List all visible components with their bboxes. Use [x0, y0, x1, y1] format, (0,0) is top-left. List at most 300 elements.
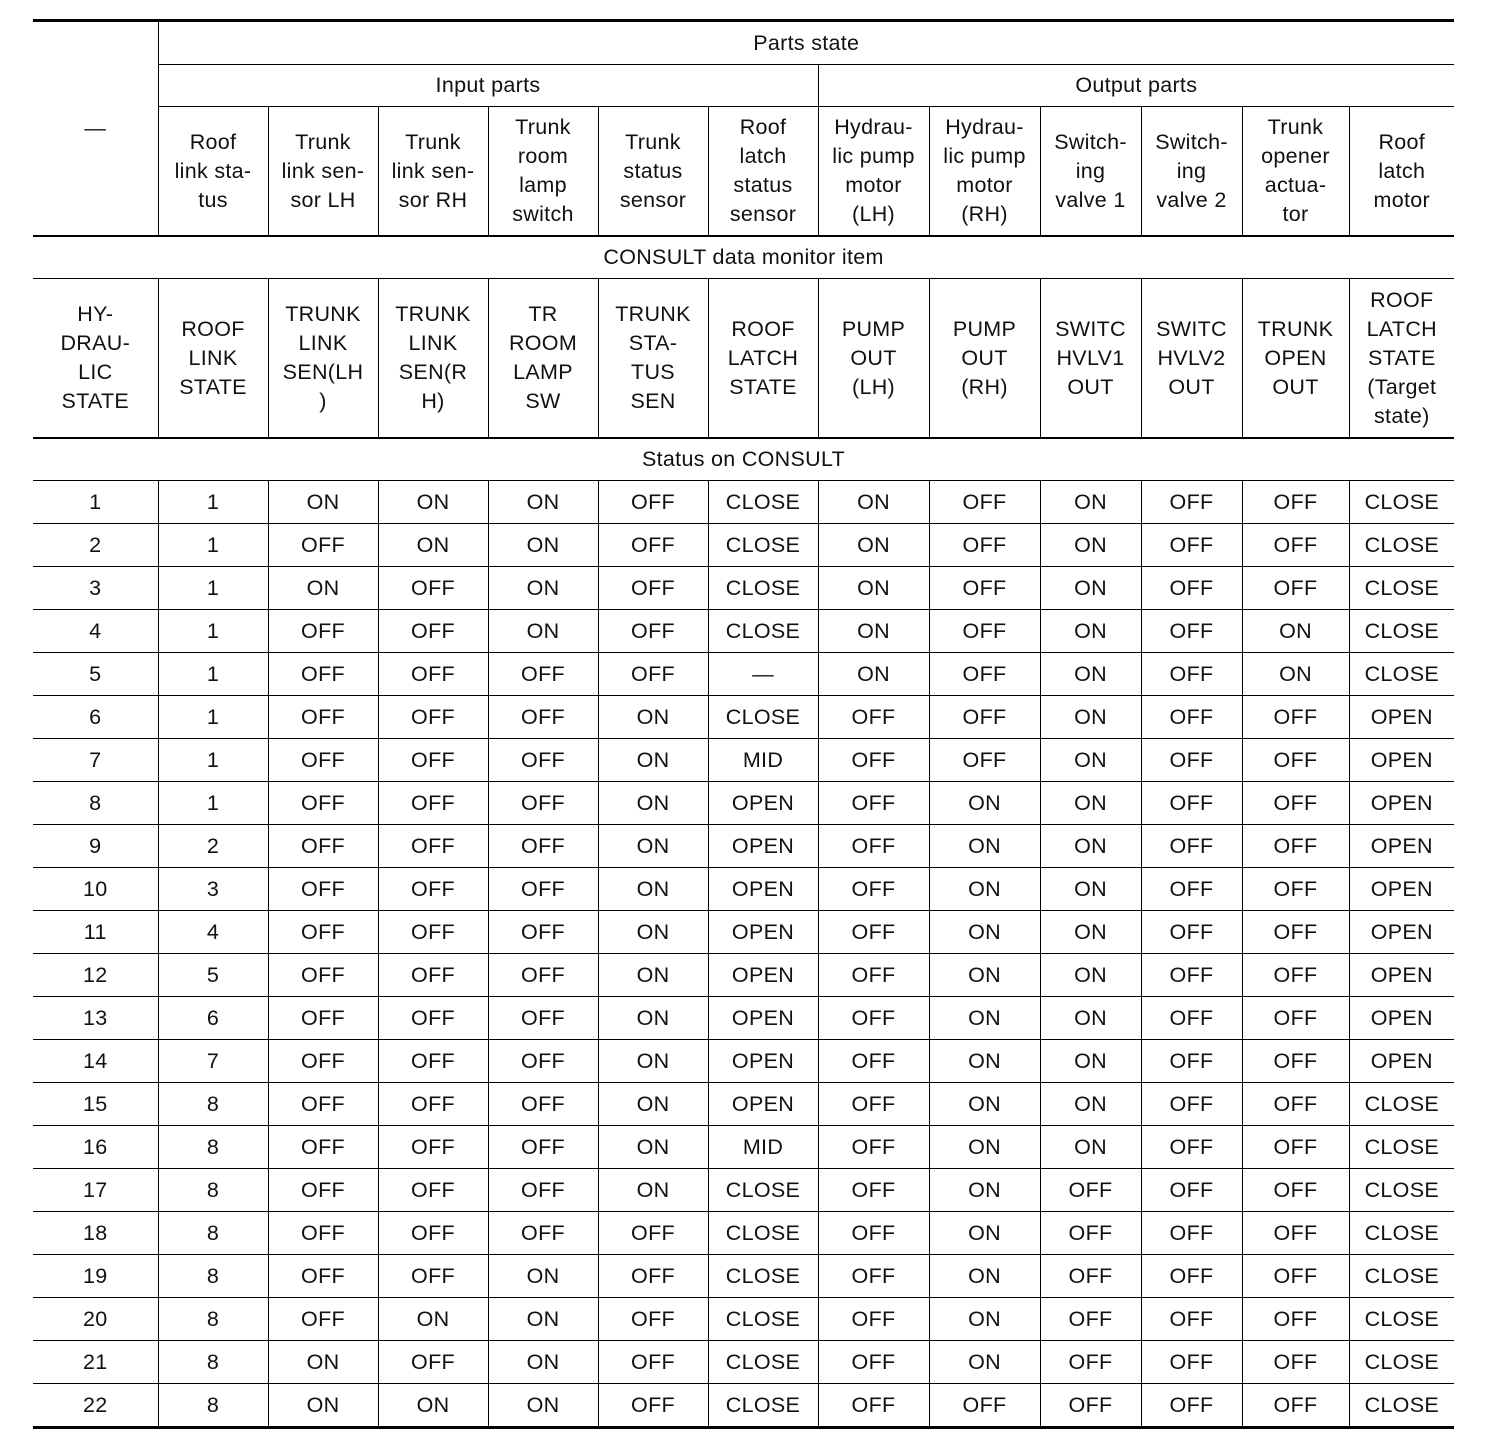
- status-cell: OFF: [488, 911, 598, 954]
- status-cell: ON: [1040, 524, 1141, 567]
- monitor-item-header-cell: ROOF LINK STATE: [158, 279, 268, 439]
- status-cell: OFF: [1141, 911, 1242, 954]
- status-cell: CLOSE: [1349, 1255, 1454, 1298]
- status-cell: 6: [158, 997, 268, 1040]
- part-header-cell: Hydrau- lic pump motor (LH): [818, 107, 929, 237]
- status-cell: CLOSE: [708, 524, 818, 567]
- status-cell: CLOSE: [1349, 1298, 1454, 1341]
- hydraulic-state-cell: 2: [33, 524, 158, 567]
- status-cell: ON: [1040, 567, 1141, 610]
- status-cell: OFF: [1141, 653, 1242, 696]
- status-cell: OFF: [1141, 1255, 1242, 1298]
- status-cell: ON: [818, 653, 929, 696]
- status-cell: CLOSE: [708, 1298, 818, 1341]
- hydraulic-state-cell: 10: [33, 868, 158, 911]
- status-cell: OFF: [1141, 1040, 1242, 1083]
- status-cell: CLOSE: [708, 1384, 818, 1428]
- status-cell: OFF: [598, 524, 708, 567]
- status-cell: 8: [158, 1384, 268, 1428]
- status-cell: ON: [929, 782, 1040, 825]
- header-row-parts: [33, 107, 1454, 237]
- status-cell: OFF: [268, 739, 378, 782]
- part-header-cell: Trunk opener actua- tor: [1242, 107, 1349, 237]
- table-row: [33, 1255, 1454, 1298]
- table-row: [33, 868, 1454, 911]
- status-cell: CLOSE: [708, 610, 818, 653]
- status-cell: OPEN: [708, 1083, 818, 1126]
- status-cell: OFF: [1242, 1384, 1349, 1428]
- status-cell: OFF: [268, 1040, 378, 1083]
- table-row: [33, 524, 1454, 567]
- status-cell: OPEN: [1349, 868, 1454, 911]
- status-cell: ON: [598, 1169, 708, 1212]
- status-cell: OFF: [1242, 481, 1349, 524]
- status-cell: ON: [488, 1341, 598, 1384]
- status-cell: CLOSE: [1349, 1169, 1454, 1212]
- status-cell: ON: [488, 610, 598, 653]
- monitor-item-header-cell: SWITC HVLV2 OUT: [1141, 279, 1242, 439]
- table-row: [33, 1083, 1454, 1126]
- status-cell: OFF: [378, 567, 488, 610]
- monitor-item-header-cell: TRUNK STA- TUS SEN: [598, 279, 708, 439]
- status-cell: ON: [1040, 1040, 1141, 1083]
- status-cell: OPEN: [1349, 997, 1454, 1040]
- status-cell: OFF: [1040, 1298, 1141, 1341]
- status-cell: ON: [1040, 782, 1141, 825]
- status-cell: ON: [268, 1384, 378, 1428]
- table-row: [33, 653, 1454, 696]
- status-cell: OPEN: [708, 1040, 818, 1083]
- status-cell: ON: [929, 1255, 1040, 1298]
- status-cell: ON: [378, 1384, 488, 1428]
- status-cell: ON: [818, 610, 929, 653]
- status-cell: 1: [158, 524, 268, 567]
- status-cell: ON: [929, 1298, 1040, 1341]
- status-cell: OFF: [818, 1298, 929, 1341]
- status-cell: ON: [378, 1298, 488, 1341]
- corner-cell: —: [33, 21, 158, 237]
- table-row: [33, 1126, 1454, 1169]
- status-cell: CLOSE: [708, 696, 818, 739]
- status-cell: ON: [1242, 653, 1349, 696]
- status-cell: OFF: [818, 1384, 929, 1428]
- status-cell: 3: [158, 868, 268, 911]
- status-cell: OFF: [929, 696, 1040, 739]
- status-cell: OFF: [1141, 1169, 1242, 1212]
- status-cell: OFF: [929, 739, 1040, 782]
- status-cell: ON: [488, 524, 598, 567]
- hydraulic-state-cell: 3: [33, 567, 158, 610]
- table-row: [33, 954, 1454, 997]
- status-cell: OPEN: [708, 782, 818, 825]
- monitor-item-header-cell: TRUNK OPEN OUT: [1242, 279, 1349, 439]
- hydraulic-state-cell: 13: [33, 997, 158, 1040]
- status-cell: OFF: [268, 524, 378, 567]
- status-cell: ON: [378, 481, 488, 524]
- status-cell: OFF: [488, 997, 598, 1040]
- table-row: [33, 1298, 1454, 1341]
- status-cell: MID: [708, 1126, 818, 1169]
- status-cell: OFF: [1242, 911, 1349, 954]
- table-row: [33, 1384, 1454, 1428]
- status-cell: ON: [1040, 954, 1141, 997]
- status-cell: OFF: [1040, 1384, 1141, 1428]
- table-row: [33, 1212, 1454, 1255]
- status-cell: OPEN: [1349, 911, 1454, 954]
- status-cell: CLOSE: [1349, 610, 1454, 653]
- status-cell: ON: [378, 524, 488, 567]
- table-row: [33, 997, 1454, 1040]
- hydraulic-state-cell: 6: [33, 696, 158, 739]
- table-row: [33, 696, 1454, 739]
- status-cell: CLOSE: [1349, 1083, 1454, 1126]
- status-cell: OFF: [598, 1212, 708, 1255]
- status-cell: OPEN: [1349, 825, 1454, 868]
- status-cell: ON: [268, 1341, 378, 1384]
- status-cell: OFF: [268, 911, 378, 954]
- status-cell: ON: [929, 997, 1040, 1040]
- status-cell: ON: [818, 567, 929, 610]
- status-cell: OFF: [1141, 825, 1242, 868]
- status-cell: OFF: [378, 825, 488, 868]
- status-cell: OFF: [268, 868, 378, 911]
- status-cell: CLOSE: [1349, 524, 1454, 567]
- hydraulic-state-cell: 7: [33, 739, 158, 782]
- status-cell: OFF: [378, 653, 488, 696]
- status-cell: ON: [818, 524, 929, 567]
- status-cell: OFF: [818, 1169, 929, 1212]
- status-cell: 1: [158, 610, 268, 653]
- monitor-item-header-cell: ROOF LATCH STATE: [708, 279, 818, 439]
- status-cell: 1: [158, 653, 268, 696]
- status-cell: OFF: [929, 481, 1040, 524]
- status-cell: OFF: [929, 524, 1040, 567]
- table-row: [33, 1040, 1454, 1083]
- status-cell: 5: [158, 954, 268, 997]
- status-cell: OFF: [929, 653, 1040, 696]
- status-cell: OPEN: [708, 868, 818, 911]
- status-cell: OFF: [818, 696, 929, 739]
- table-row: [33, 739, 1454, 782]
- status-cell: OFF: [268, 997, 378, 1040]
- consult-monitor-heading: CONSULT data monitor item: [33, 236, 1454, 279]
- status-cell: OFF: [378, 610, 488, 653]
- status-cell: OFF: [378, 782, 488, 825]
- status-cell: OFF: [1242, 1298, 1349, 1341]
- status-cell: 1: [158, 739, 268, 782]
- status-cell: 8: [158, 1212, 268, 1255]
- status-cell: OFF: [268, 1255, 378, 1298]
- status-cell: 8: [158, 1255, 268, 1298]
- status-cell: OFF: [378, 696, 488, 739]
- status-cell: CLOSE: [708, 481, 818, 524]
- status-cell: CLOSE: [1349, 1341, 1454, 1384]
- status-cell: OFF: [1242, 782, 1349, 825]
- status-cell: OFF: [818, 739, 929, 782]
- part-header-cell: Switch- ing valve 2: [1141, 107, 1242, 237]
- status-cell: ON: [598, 739, 708, 782]
- status-cell: OPEN: [1349, 696, 1454, 739]
- status-cell: OFF: [1141, 524, 1242, 567]
- status-cell: ON: [929, 1040, 1040, 1083]
- hydraulic-state-cell: 20: [33, 1298, 158, 1341]
- status-cell: ON: [1040, 696, 1141, 739]
- status-cell: OFF: [818, 1341, 929, 1384]
- status-cell: OFF: [1040, 1169, 1141, 1212]
- header-row-consult-monitor: [33, 236, 1454, 279]
- status-cell: OFF: [818, 825, 929, 868]
- status-cell: OFF: [1141, 1298, 1242, 1341]
- status-cell: OFF: [488, 782, 598, 825]
- status-cell: OFF: [929, 567, 1040, 610]
- status-cell: CLOSE: [708, 1341, 818, 1384]
- status-cell: OFF: [268, 954, 378, 997]
- table-row: [33, 1169, 1454, 1212]
- status-cell: —: [708, 653, 818, 696]
- status-cell: ON: [1040, 739, 1141, 782]
- hydraulic-state-cell: 17: [33, 1169, 158, 1212]
- status-cell: OFF: [598, 1341, 708, 1384]
- status-cell: OFF: [378, 868, 488, 911]
- status-cell: OFF: [378, 1169, 488, 1212]
- status-cell: OFF: [818, 1212, 929, 1255]
- part-header-cell: Hydrau- lic pump motor (RH): [929, 107, 1040, 237]
- status-cell: OFF: [1141, 997, 1242, 1040]
- status-cell: ON: [598, 696, 708, 739]
- status-cell: OFF: [1141, 696, 1242, 739]
- status-cell: ON: [929, 868, 1040, 911]
- status-cell: OFF: [1242, 1212, 1349, 1255]
- status-cell: CLOSE: [1349, 1212, 1454, 1255]
- status-cell: OFF: [268, 653, 378, 696]
- part-header-cell: Trunk room lamp switch: [488, 107, 598, 237]
- table-row: [33, 610, 1454, 653]
- status-cell: OFF: [1242, 1169, 1349, 1212]
- status-cell: OFF: [1141, 1126, 1242, 1169]
- hydraulic-state-cell: 4: [33, 610, 158, 653]
- status-cell: OFF: [488, 653, 598, 696]
- status-cell: MID: [708, 739, 818, 782]
- hydraulic-state-table: [33, 19, 1454, 1429]
- status-cell: ON: [598, 1083, 708, 1126]
- part-header-cell: Trunk status sensor: [598, 107, 708, 237]
- status-cell: OFF: [598, 653, 708, 696]
- status-cell: OFF: [598, 481, 708, 524]
- status-cell: OFF: [1141, 782, 1242, 825]
- status-cell: ON: [1040, 481, 1141, 524]
- status-cell: OFF: [1141, 1384, 1242, 1428]
- status-cell: OFF: [1242, 1255, 1349, 1298]
- status-cell: ON: [1040, 825, 1141, 868]
- status-cell: ON: [488, 1255, 598, 1298]
- status-cell: OFF: [1141, 1083, 1242, 1126]
- status-cell: OFF: [488, 954, 598, 997]
- status-cell: CLOSE: [1349, 653, 1454, 696]
- status-cell: OFF: [818, 1083, 929, 1126]
- status-cell: CLOSE: [708, 567, 818, 610]
- status-cell: OFF: [268, 1169, 378, 1212]
- status-cell: OFF: [1242, 524, 1349, 567]
- header-row-parts-state: [33, 21, 1454, 65]
- status-cell: OFF: [1141, 567, 1242, 610]
- status-cell: CLOSE: [708, 1212, 818, 1255]
- status-cell: 1: [158, 481, 268, 524]
- status-cell: ON: [929, 954, 1040, 997]
- hydraulic-state-cell: 11: [33, 911, 158, 954]
- hydraulic-state-cell: 5: [33, 653, 158, 696]
- status-cell: ON: [488, 1384, 598, 1428]
- status-cell: ON: [598, 868, 708, 911]
- status-cell: OFF: [1040, 1212, 1141, 1255]
- hydraulic-state-cell: 18: [33, 1212, 158, 1255]
- hydraulic-state-cell: 9: [33, 825, 158, 868]
- header-row-status: [33, 438, 1454, 481]
- status-cell: OFF: [929, 610, 1040, 653]
- status-cell: OFF: [1040, 1341, 1141, 1384]
- hydraulic-state-cell: 15: [33, 1083, 158, 1126]
- status-cell: OFF: [488, 868, 598, 911]
- status-cell: ON: [488, 1298, 598, 1341]
- status-cell: CLOSE: [708, 1169, 818, 1212]
- status-cell: ON: [929, 825, 1040, 868]
- output-parts-heading: Output parts: [818, 65, 1454, 107]
- status-cell: OFF: [1141, 481, 1242, 524]
- status-cell: OFF: [598, 610, 708, 653]
- status-cell: OFF: [378, 954, 488, 997]
- status-cell: OFF: [1242, 696, 1349, 739]
- status-cell: OFF: [818, 782, 929, 825]
- status-cell: OFF: [268, 1083, 378, 1126]
- status-cell: ON: [929, 1126, 1040, 1169]
- status-cell: OFF: [818, 911, 929, 954]
- status-cell: ON: [1040, 610, 1141, 653]
- status-cell: 1: [158, 782, 268, 825]
- status-cell: OPEN: [1349, 954, 1454, 997]
- hydraulic-state-cell: 22: [33, 1384, 158, 1428]
- status-cell: OFF: [488, 825, 598, 868]
- status-cell: OFF: [378, 997, 488, 1040]
- part-header-cell: Trunk link sen- sor LH: [268, 107, 378, 237]
- hydraulic-state-cell: 16: [33, 1126, 158, 1169]
- monitor-item-header-cell: TRUNK LINK SEN(LH ): [268, 279, 378, 439]
- status-cell: OPEN: [708, 954, 818, 997]
- hydraulic-state-cell: 19: [33, 1255, 158, 1298]
- status-cell: 2: [158, 825, 268, 868]
- status-cell: ON: [929, 1083, 1040, 1126]
- status-cell: OFF: [268, 1298, 378, 1341]
- status-cell: ON: [929, 911, 1040, 954]
- hydraulic-state-cell: 8: [33, 782, 158, 825]
- status-cell: OFF: [598, 567, 708, 610]
- status-cell: OFF: [598, 1384, 708, 1428]
- status-cell: CLOSE: [708, 1255, 818, 1298]
- status-cell: OPEN: [1349, 1040, 1454, 1083]
- status-cell: ON: [598, 911, 708, 954]
- status-cell: ON: [1040, 1126, 1141, 1169]
- status-cell: 8: [158, 1298, 268, 1341]
- status-cell: OFF: [1141, 868, 1242, 911]
- status-cell: CLOSE: [1349, 567, 1454, 610]
- status-cell: OFF: [488, 696, 598, 739]
- status-cell: OFF: [1242, 1341, 1349, 1384]
- status-cell: ON: [929, 1341, 1040, 1384]
- status-cell: OPEN: [1349, 739, 1454, 782]
- table-row: [33, 481, 1454, 524]
- status-cell: CLOSE: [1349, 1126, 1454, 1169]
- status-cell: ON: [1040, 911, 1141, 954]
- monitor-item-header-cell: PUMP OUT (LH): [818, 279, 929, 439]
- status-cell: OPEN: [708, 997, 818, 1040]
- status-cell: ON: [818, 481, 929, 524]
- status-cell: OFF: [598, 1298, 708, 1341]
- hydraulic-state-cell: 1: [33, 481, 158, 524]
- status-cell: OFF: [488, 1169, 598, 1212]
- status-cell: ON: [1040, 1083, 1141, 1126]
- status-cell: ON: [1242, 610, 1349, 653]
- status-cell: ON: [268, 567, 378, 610]
- status-cell: ON: [598, 1126, 708, 1169]
- status-cell: OFF: [378, 1341, 488, 1384]
- status-cell: OFF: [1242, 1040, 1349, 1083]
- status-cell: OFF: [1141, 1212, 1242, 1255]
- status-cell: OFF: [378, 1126, 488, 1169]
- status-cell: OFF: [488, 739, 598, 782]
- status-cell: OFF: [488, 1126, 598, 1169]
- status-cell: ON: [598, 997, 708, 1040]
- part-header-cell: Roof link sta- tus: [158, 107, 268, 237]
- table-row: [33, 911, 1454, 954]
- hydraulic-state-cell: 12: [33, 954, 158, 997]
- status-cell: OFF: [268, 696, 378, 739]
- hydraulic-state-cell: 14: [33, 1040, 158, 1083]
- status-cell: 1: [158, 696, 268, 739]
- status-cell: OFF: [818, 1040, 929, 1083]
- header-row-monitor-items: [33, 279, 1454, 439]
- status-cell: OFF: [1141, 739, 1242, 782]
- status-cell: OFF: [1242, 1126, 1349, 1169]
- status-cell: OFF: [929, 1384, 1040, 1428]
- status-cell: OFF: [818, 1255, 929, 1298]
- parts-state-heading: Parts state: [158, 21, 1454, 65]
- status-cell: OFF: [268, 1212, 378, 1255]
- status-cell: OFF: [378, 1255, 488, 1298]
- status-cell: OFF: [488, 1040, 598, 1083]
- status-cell: OFF: [1040, 1255, 1141, 1298]
- monitor-item-header-cell: PUMP OUT (RH): [929, 279, 1040, 439]
- status-cell: OFF: [378, 1083, 488, 1126]
- table-row: [33, 825, 1454, 868]
- status-cell: OPEN: [1349, 782, 1454, 825]
- status-cell: OFF: [1242, 997, 1349, 1040]
- status-cell: OFF: [268, 1126, 378, 1169]
- part-header-cell: Roof latch motor: [1349, 107, 1454, 237]
- status-cell: ON: [1040, 997, 1141, 1040]
- part-header-cell: Roof latch status sensor: [708, 107, 818, 237]
- status-cell: OFF: [268, 610, 378, 653]
- table-row: [33, 567, 1454, 610]
- status-cell: OFF: [1141, 954, 1242, 997]
- table-row: [33, 782, 1454, 825]
- monitor-item-header-cell: TR ROOM LAMP SW: [488, 279, 598, 439]
- status-cell: OFF: [268, 782, 378, 825]
- status-cell: ON: [598, 1040, 708, 1083]
- monitor-item-header-cell: HY- DRAU- LIC STATE: [33, 279, 158, 439]
- status-cell: OFF: [818, 954, 929, 997]
- status-cell: OFF: [378, 911, 488, 954]
- monitor-item-header-cell: TRUNK LINK SEN(R H): [378, 279, 488, 439]
- status-cell: 1: [158, 567, 268, 610]
- table-row: [33, 1341, 1454, 1384]
